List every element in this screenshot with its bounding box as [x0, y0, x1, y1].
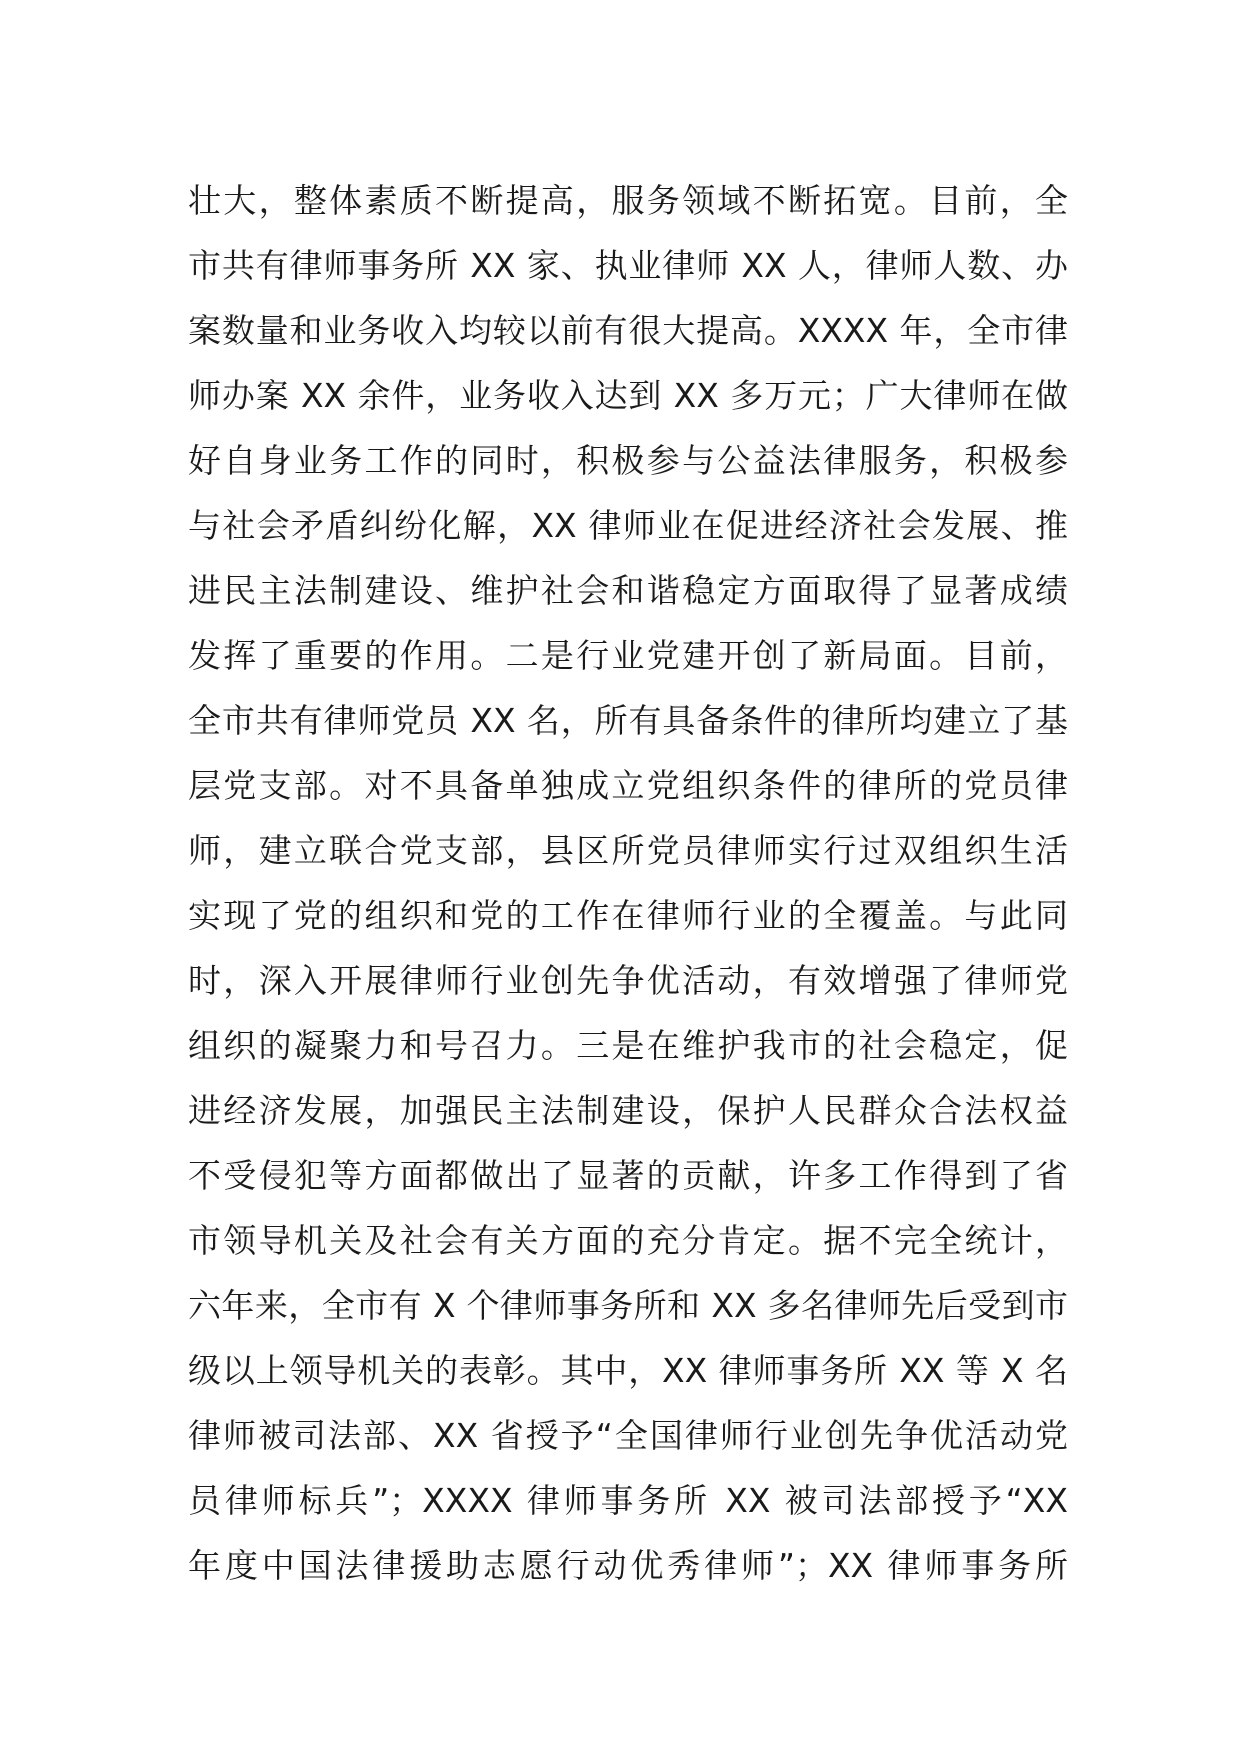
- text-line-9: 全市共有律师党员 XX 名，所有具备条件的律所均建立了基: [188, 701, 1068, 740]
- text-line-16: 不受侵犯等方面都做出了显著的贡献，许多工作得到了省: [188, 1156, 1068, 1195]
- text-line-2: 市共有律师事务所 XX 家、执业律师 XX 人，律师人数、办: [188, 246, 1068, 285]
- text-line-5: 好自身业务工作的同时，积极参与公益法律服务，积极参: [188, 441, 1068, 480]
- text-line-17: 市领导机关及社会有关方面的充分肯定。据不完全统计，: [188, 1221, 1068, 1260]
- text-line-3: 案数量和业务收入均较以前有很大提高。XXXX 年，全市律: [188, 311, 1068, 350]
- text-line-20: 律师被司法部、XX 省授予“全国律师行业创先争优活动党: [188, 1416, 1068, 1455]
- text-line-8: 发挥了重要的作用。二是行业党建开创了新局面。目前，: [188, 636, 1068, 675]
- text-line-15: 进经济发展，加强民主法制建设，保护人民群众合法权益: [188, 1091, 1068, 1130]
- text-line-11: 师，建立联合党支部，县区所党员律师实行过双组织生活: [188, 831, 1068, 870]
- text-line-4: 师办案 XX 余件，业务收入达到 XX 多万元；广大律师在做: [188, 376, 1068, 415]
- text-line-22: 年度中国法律援助志愿行动优秀律师”；XX 律师事务所: [188, 1546, 1068, 1585]
- text-line-6: 与社会矛盾纠纷化解，XX 律师业在促进经济社会发展、推: [188, 506, 1068, 545]
- text-line-21: 员律师标兵”；XXXX 律师事务所 XX 被司法部授予“XX: [188, 1481, 1068, 1520]
- text-line-13: 时，深入开展律师行业创先争优活动，有效增强了律师党: [188, 961, 1068, 1000]
- text-line-12: 实现了党的组织和党的工作在律师行业的全覆盖。与此同: [188, 896, 1068, 935]
- text-line-7: 进民主法制建设、维护社会和谐稳定方面取得了显著成绩: [188, 571, 1068, 610]
- text-line-18: 六年来，全市有 X 个律师事务所和 XX 多名律师先后受到市: [188, 1286, 1068, 1325]
- text-line-1: 壮大，整体素质不断提高，服务领域不断拓宽。目前，全: [188, 181, 1068, 220]
- text-line-10: 层党支部。对不具备单独成立党组织条件的律所的党员律: [188, 766, 1068, 805]
- text-line-14: 组织的凝聚力和号召力。三是在维护我市的社会稳定，促: [188, 1026, 1068, 1065]
- body-text: [188, 168, 1068, 1598]
- text-line-19: 级以上领导机关的表彰。其中，XX 律师事务所 XX 等 X 名: [188, 1351, 1068, 1390]
